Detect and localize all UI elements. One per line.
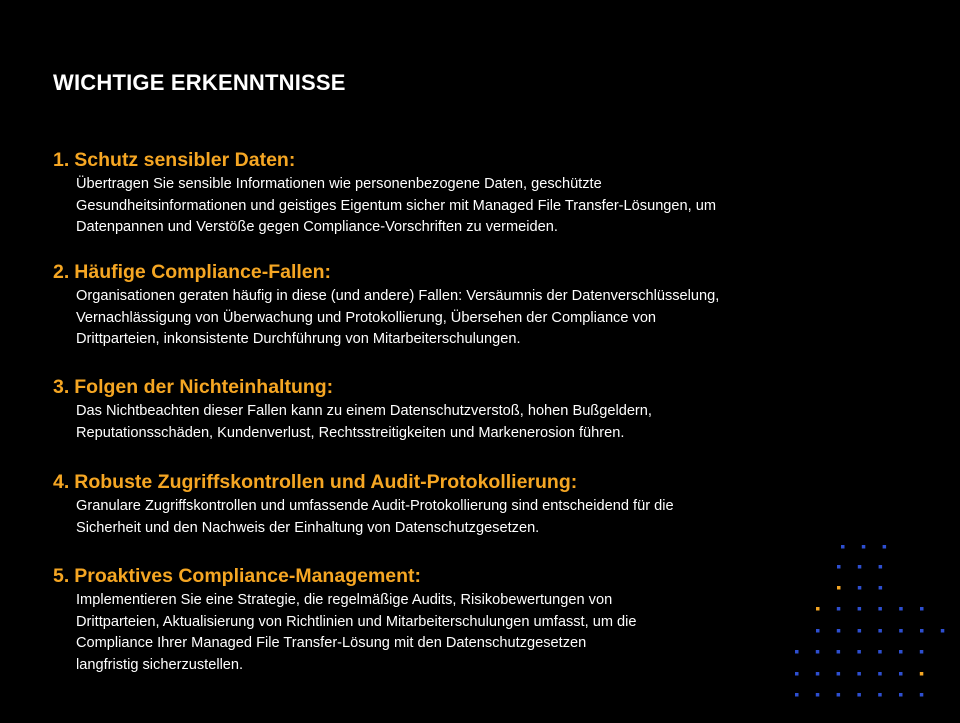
pattern-dot <box>920 650 924 654</box>
pattern-dot <box>837 629 841 633</box>
takeaway-item-2 <box>53 260 913 351</box>
item-title: Robuste Zugriffskontrollen und Audit-Protokollierung: <box>74 471 578 493</box>
pattern-dot <box>837 565 841 569</box>
pattern-dot <box>879 565 883 569</box>
pattern-dot <box>878 693 882 697</box>
description-line: Granulare Zugriffskontrollen und umfassende Audit-Protokollierung sind entscheidend für die <box>76 498 674 514</box>
pattern-dot <box>795 650 799 654</box>
item-description <box>76 286 913 351</box>
pattern-dot <box>857 650 861 654</box>
pattern-dot <box>837 586 841 590</box>
item-title: Folgen der Nichteinhaltung: <box>74 376 334 398</box>
pattern-dot <box>899 607 903 611</box>
item-number: 1. <box>53 149 70 171</box>
pattern-dot <box>795 693 799 697</box>
description-line: Organisationen geraten häufig in diese (und andere) Fallen: Versäumnis der Datenverschlüsselung, <box>76 288 720 304</box>
pattern-dot <box>878 672 882 676</box>
item-number: 3. <box>53 376 70 398</box>
pattern-dot <box>858 607 862 611</box>
pattern-dot <box>816 672 820 676</box>
item-heading <box>53 148 913 172</box>
pattern-dot <box>920 629 924 633</box>
item-heading <box>53 260 913 284</box>
pattern-dot <box>878 629 882 633</box>
item-title: Proaktives Compliance-Management: <box>74 565 422 587</box>
page-title: WICHTIGE ERKENNTNISSE <box>53 70 346 95</box>
pattern-dot <box>816 693 820 697</box>
pattern-dot <box>795 672 799 676</box>
pattern-dot <box>857 693 861 697</box>
pattern-dot <box>878 607 882 611</box>
item-title: Schutz sensibler Daten: <box>74 149 296 171</box>
pattern-dot <box>899 650 903 654</box>
pattern-dot <box>816 607 820 611</box>
description-line: Reputationsschäden, Kundenverlust, Rechtsstreitigkeiten und Markenerosion führen. <box>76 424 625 441</box>
item-description <box>76 401 913 444</box>
description-line: Übertragen Sie sensible Informationen wie personenbezogene Daten, geschützte <box>76 176 602 192</box>
takeaway-item-3 <box>53 375 913 444</box>
takeaway-item-1 <box>53 148 913 239</box>
pattern-dot <box>941 629 945 633</box>
description-line: Vernachlässigung von Überwachung und Protokollierung, Übersehen der Compliance von <box>76 309 657 326</box>
item-number: 4. <box>53 471 70 493</box>
description-line: Sicherheit und den Nachweis der Einhaltung von Datenschutzgesetzen. <box>76 519 540 536</box>
item-title: Häufige Compliance-Fallen: <box>74 261 332 283</box>
description-line: Das Nichtbeachten dieser Fallen kann zu einem Datenschutzverstoß, hohen Bußgeldern, <box>76 403 652 419</box>
item-heading <box>53 470 913 494</box>
pattern-dot <box>920 672 924 676</box>
pattern-dot <box>899 672 903 676</box>
item-description <box>76 174 913 239</box>
description-line: Implementieren Sie eine Strategie, die regelmäßige Audits, Risikobewertungen von <box>76 592 613 608</box>
pattern-dot <box>837 693 841 697</box>
description-line: langfristig sicherzustellen. <box>76 656 244 673</box>
pattern-dot <box>857 672 861 676</box>
item-heading <box>53 375 913 399</box>
pattern-dot <box>883 545 887 549</box>
pattern-dot <box>899 693 903 697</box>
description-line: Datenpannen und Verstöße gegen Compliance-Vorschriften zu vermeiden. <box>76 219 558 235</box>
pattern-dot <box>837 607 841 611</box>
pattern-dot <box>816 650 820 654</box>
pattern-dot <box>899 629 903 633</box>
item-number: 2. <box>53 261 70 283</box>
description-line: Drittparteien, Aktualisierung von Richtlinien und Mitarbeiterschulungen umfasst, um die <box>76 613 637 630</box>
pattern-dot <box>920 693 924 697</box>
pattern-dot <box>862 545 866 549</box>
description-line: Drittparteien, inkonsistente Durchführung von Mitarbeiterschulungen. <box>76 331 521 347</box>
pattern-dot <box>879 586 883 590</box>
description-line: Gesundheitsinformationen und geistiges Eigentum sicher mit Managed File Transfer-Lösungen, um <box>76 197 717 214</box>
description-line: Compliance Ihrer Managed File Transfer-Lösung mit den Datenschutzgesetzen <box>76 635 587 651</box>
takeaway-item-4 <box>53 470 913 539</box>
pattern-dot <box>858 586 862 590</box>
decorative-dot-pattern <box>780 530 960 723</box>
pattern-dot <box>837 672 841 676</box>
pattern-dot <box>816 629 820 633</box>
pattern-dot <box>841 545 845 549</box>
pattern-dot <box>920 607 924 611</box>
pattern-dot <box>858 629 862 633</box>
pattern-dot <box>858 565 862 569</box>
pattern-dot <box>878 650 882 654</box>
pattern-dot <box>837 650 841 654</box>
item-number: 5. <box>53 565 70 587</box>
